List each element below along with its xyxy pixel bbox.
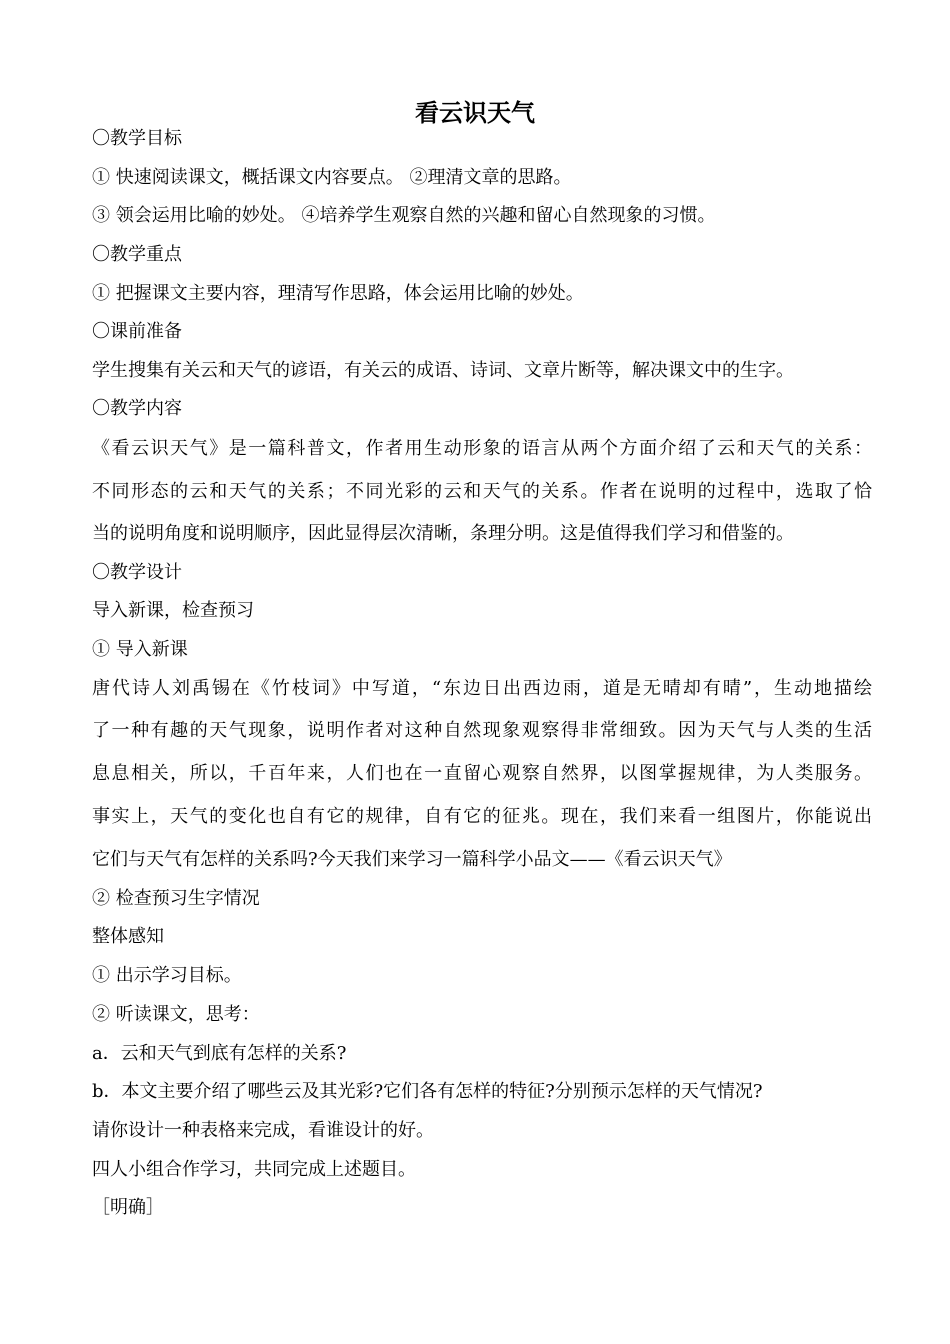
question-b: b．本文主要介绍了哪些云及其光彩?它们各有怎样的特征?分别预示怎样的天气情况? (92, 1081, 763, 1102)
question-a: a．云和天气到底有怎样的关系? (92, 1043, 347, 1064)
design-subheading-intro: 导入新课，检查预习 (92, 600, 254, 621)
section-heading-preparation: 〇课前准备 (92, 321, 182, 342)
overall-step-2: ② 听读课文，思考： (92, 1004, 260, 1025)
table-instruction: 请你设计一种表格来完成，看谁设计的好。 (92, 1120, 434, 1141)
content-paragraph-line: 当的说明角度和说明顺序，因此显得层次清晰，条理分明。这是值得我们学习和借鉴的。 (92, 523, 794, 544)
goal-item-1-2: ① 快速阅读课文，概括课文内容要点。 ②理清文章的思路。 (92, 167, 572, 188)
goal-item-3-4: ③ 领会运用比喻的妙处。 ④培养学生观察自然的兴趣和留心自然现象的习惯。 (92, 205, 716, 226)
design-step-check-preview: ② 检查预习生字情况 (92, 888, 260, 909)
design-step-intro: ① 导入新课 (92, 639, 188, 660)
section-heading-teaching-goals: 〇教学目标 (92, 128, 182, 149)
content-paragraph-line: 《看云识天气》是一篇科普文，作者用生动形象的语言从两个方面介绍了云和天气的关系： (92, 438, 872, 459)
intro-paragraph-line: 唐代诗人刘禹锡在《竹枝词》中写道，“东边日出西边雨，道是无晴却有晴”，生动地描绘 (92, 678, 872, 699)
section-heading-content: 〇教学内容 (92, 398, 182, 419)
section-heading-design: 〇教学设计 (92, 562, 182, 583)
key-point-item: ① 把握课文主要内容，理清写作思路，体会运用比喻的妙处。 (92, 283, 584, 304)
preparation-text: 学生搜集有关云和天气的谚语，有关云的成语、诗词、文章片断等，解决课文中的生字。 (92, 360, 794, 381)
intro-paragraph-line: 息息相关，所以，千百年来，人们也在一直留心观察自然界，以图掌握规律，为人类服务。 (92, 763, 872, 784)
document-title: 看云识天气 (415, 99, 535, 127)
design-subheading-overall: 整体感知 (92, 926, 164, 947)
intro-paragraph-line: 事实上，天气的变化也自有它的规律，自有它的征兆。现在，我们来看一组图片，你能说出 (92, 806, 872, 827)
overall-step-1: ① 出示学习目标。 (92, 965, 242, 986)
intro-paragraph-line: 了一种有趣的天气现象，说明作者对这种自然现象观察得非常细致。因为天气与人类的生活 (92, 720, 872, 741)
intro-paragraph-line: 它们与天气有怎样的关系吗?今天我们来学习一篇科学小品文——《看云识天气》 (92, 849, 732, 870)
content-paragraph-line: 不同形态的云和天气的关系；不同光彩的云和天气的关系。作者在说明的过程中，选取了恰 (92, 481, 872, 502)
clarify-label: ［明确］ (92, 1197, 164, 1218)
group-instruction: 四人小组合作学习，共同完成上述题目。 (92, 1159, 416, 1180)
section-heading-key-points: 〇教学重点 (92, 244, 182, 265)
